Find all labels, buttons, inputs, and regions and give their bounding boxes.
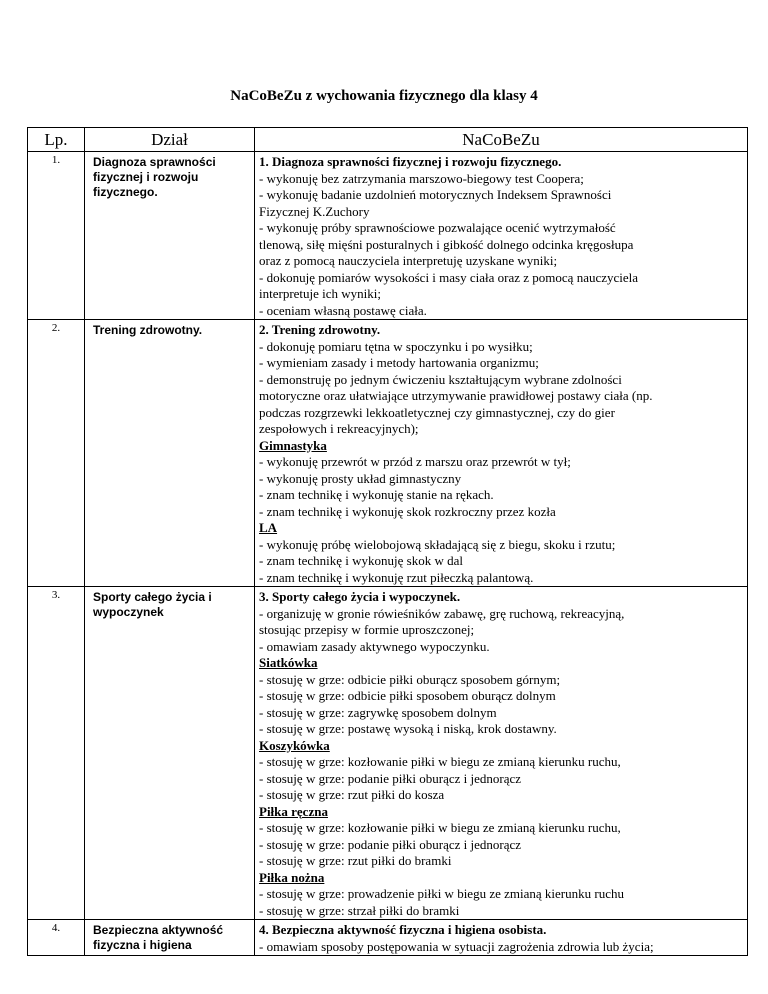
requirement-line: - omawiam zasady aktywnego wypoczynku. bbox=[259, 638, 490, 654]
requirement-line: oraz z pomocą nauczyciela interpretuję uzyskane wyniki; bbox=[259, 253, 558, 268]
row-dzial: Bezpieczna aktywność fizyczna i higiena bbox=[85, 920, 255, 956]
row-number: 1. bbox=[28, 152, 85, 320]
requirement-line: - stosuję w grze: strzał piłki do bramki bbox=[259, 902, 460, 918]
table-row bbox=[28, 920, 748, 956]
requirement-line: - wykonuję próbę wielobojową składającą się z biegu, skoku i rzutu; bbox=[259, 536, 616, 552]
requirement-line: - stosuję w grze: rzut piłki do bramki bbox=[259, 853, 452, 868]
requirement-line: zespołowych i rekreacyjnych); bbox=[259, 421, 419, 436]
requirement-line: - dokonuję pomiarów wysokości i masy ciała oraz z pomocą nauczyciela bbox=[259, 269, 639, 285]
requirement-line: - stosuję w grze: odbicie piłki oburącz sposobem górnym; bbox=[259, 671, 561, 687]
requirement-line: - oceniam własną postawę ciała. bbox=[259, 302, 427, 318]
table-row bbox=[28, 152, 748, 320]
requirement-line: - stosuję w grze: odbicie piłki sposobem oburącz dolnym bbox=[259, 688, 556, 703]
requirement-line: - stosuję w grze: podanie piłki oburącz i jednorącz bbox=[259, 770, 522, 786]
section-heading: 4. Bezpieczna aktywność fizyczna i higiena osobista. bbox=[259, 922, 547, 937]
requirement-line: - znam technikę i wykonuję skok w dal bbox=[259, 553, 463, 568]
nacobezu-table bbox=[27, 127, 748, 956]
row-dzial: Diagnoza sprawności fizycznej i rozwoju fizycznego. bbox=[85, 152, 255, 320]
subsection-heading: LA bbox=[259, 520, 278, 535]
subsection-heading: Piłka nożna bbox=[259, 869, 325, 885]
requirement-line: - wykonuję przewrót w przód z marszu oraz przewrót w tył; bbox=[259, 454, 571, 469]
requirement-line: - znam technikę i wykonuję skok rozkroczny przez kozła bbox=[259, 503, 556, 519]
requirement-line: podczas rozgrzewki lekkoatletycznej czy gimnastycznej, czy do gier bbox=[259, 404, 615, 420]
section-heading: 1. Diagnoza sprawności fizycznej i rozwoju fizycznego. bbox=[259, 154, 562, 169]
requirement-line: - stosuję w grze: kozłowanie piłki w biegu ze zmianą kierunku ruchu, bbox=[259, 754, 621, 769]
requirement-line: - organizuję w gronie rówieśników zabawę, grę ruchową, rekreacyjną, bbox=[259, 605, 625, 621]
requirement-line: interpretuje ich wyniki; bbox=[259, 286, 382, 301]
header-nacobezu: NaCoBeZu bbox=[255, 128, 748, 152]
table-row bbox=[28, 320, 748, 587]
requirement-line: - stosuję w grze: podanie piłki oburącz i jednorącz bbox=[259, 836, 522, 852]
requirement-line: motoryczne oraz ułatwiające utrzymywanie prawidłowej postawy ciała (np. bbox=[259, 388, 653, 403]
requirement-line: stosując przepisy w formie uproszczonej; bbox=[259, 622, 475, 637]
subsection-heading: Gimnastyka bbox=[259, 437, 327, 453]
requirement-line: - wykonuję bez zatrzymania marszowo-biegowy test Coopera; bbox=[259, 170, 584, 186]
header-dzial: Dział bbox=[85, 128, 255, 152]
requirement-line: - znam technikę i wykonuję stanie na rękach. bbox=[259, 487, 494, 502]
row-nacobezu bbox=[255, 152, 748, 320]
subsection-heading: Siatkówka bbox=[259, 655, 318, 670]
requirement-line: - wymieniam zasady i metody hartowania organizmu; bbox=[259, 355, 539, 370]
requirement-line: - demonstruję po jednym ćwiczeniu kształtującym wybrane zdolności bbox=[259, 371, 622, 387]
row-nacobezu bbox=[255, 587, 748, 920]
requirement-line: - stosuję w grze: prowadzenie piłki w biegu ze zmianą kierunku ruchu bbox=[259, 886, 624, 901]
requirement-line: Fizycznej K.Zuchory bbox=[259, 203, 370, 219]
section-heading: 3. Sporty całego życia i wypoczynek. bbox=[259, 589, 461, 604]
requirement-line: - wykonuję próby sprawnościowe pozwalające ocenić wytrzymałość bbox=[259, 220, 616, 235]
requirement-line: - stosuję w grze: rzut piłki do kosza bbox=[259, 787, 445, 802]
header-lp: Lp. bbox=[28, 128, 85, 152]
table-header-row bbox=[28, 128, 748, 152]
requirement-line: tlenową, siłę mięśni posturalnych i gibkość dolnego odcinka kręgosłupa bbox=[259, 236, 634, 252]
section-heading: 2. Trening zdrowotny. bbox=[259, 322, 381, 337]
requirement-line: - stosuję w grze: zagrywkę sposobem dolnym bbox=[259, 704, 497, 720]
row-dzial: Trening zdrowotny. bbox=[85, 320, 255, 587]
table-row bbox=[28, 587, 748, 920]
requirement-line: - wykonuję prosty układ gimnastyczny bbox=[259, 470, 462, 486]
row-number: 2. bbox=[28, 320, 85, 587]
row-nacobezu bbox=[255, 920, 748, 956]
subsection-heading: Piłka ręczna bbox=[259, 803, 328, 819]
row-dzial: Sporty całego życia i wypoczynek bbox=[85, 587, 255, 920]
document-title: NaCoBeZu z wychowania fizycznego dla klasy 4 bbox=[230, 88, 538, 104]
row-number: 3. bbox=[28, 587, 85, 920]
requirement-line: - wykonuję badanie uzdolnień motorycznych Indeksem Sprawności bbox=[259, 187, 612, 202]
row-number: 4. bbox=[28, 920, 85, 956]
requirement-line: - stosuję w grze: postawę wysoką i niską, krok dostawny. bbox=[259, 721, 557, 736]
subsection-heading: Koszykówka bbox=[259, 737, 330, 753]
requirement-line: - stosuję w grze: kozłowanie piłki w biegu ze zmianą kierunku ruchu, bbox=[259, 820, 621, 835]
row-nacobezu bbox=[255, 320, 748, 587]
requirement-line: - omawiam sposoby postępowania w sytuacji zagrożenia zdrowia lub życia; bbox=[259, 938, 654, 954]
requirement-line: - dokonuję pomiaru tętna w spoczynku i po wysiłku; bbox=[259, 338, 533, 354]
requirement-line: - znam technikę i wykonuję rzut piłeczką palantową. bbox=[259, 569, 534, 585]
